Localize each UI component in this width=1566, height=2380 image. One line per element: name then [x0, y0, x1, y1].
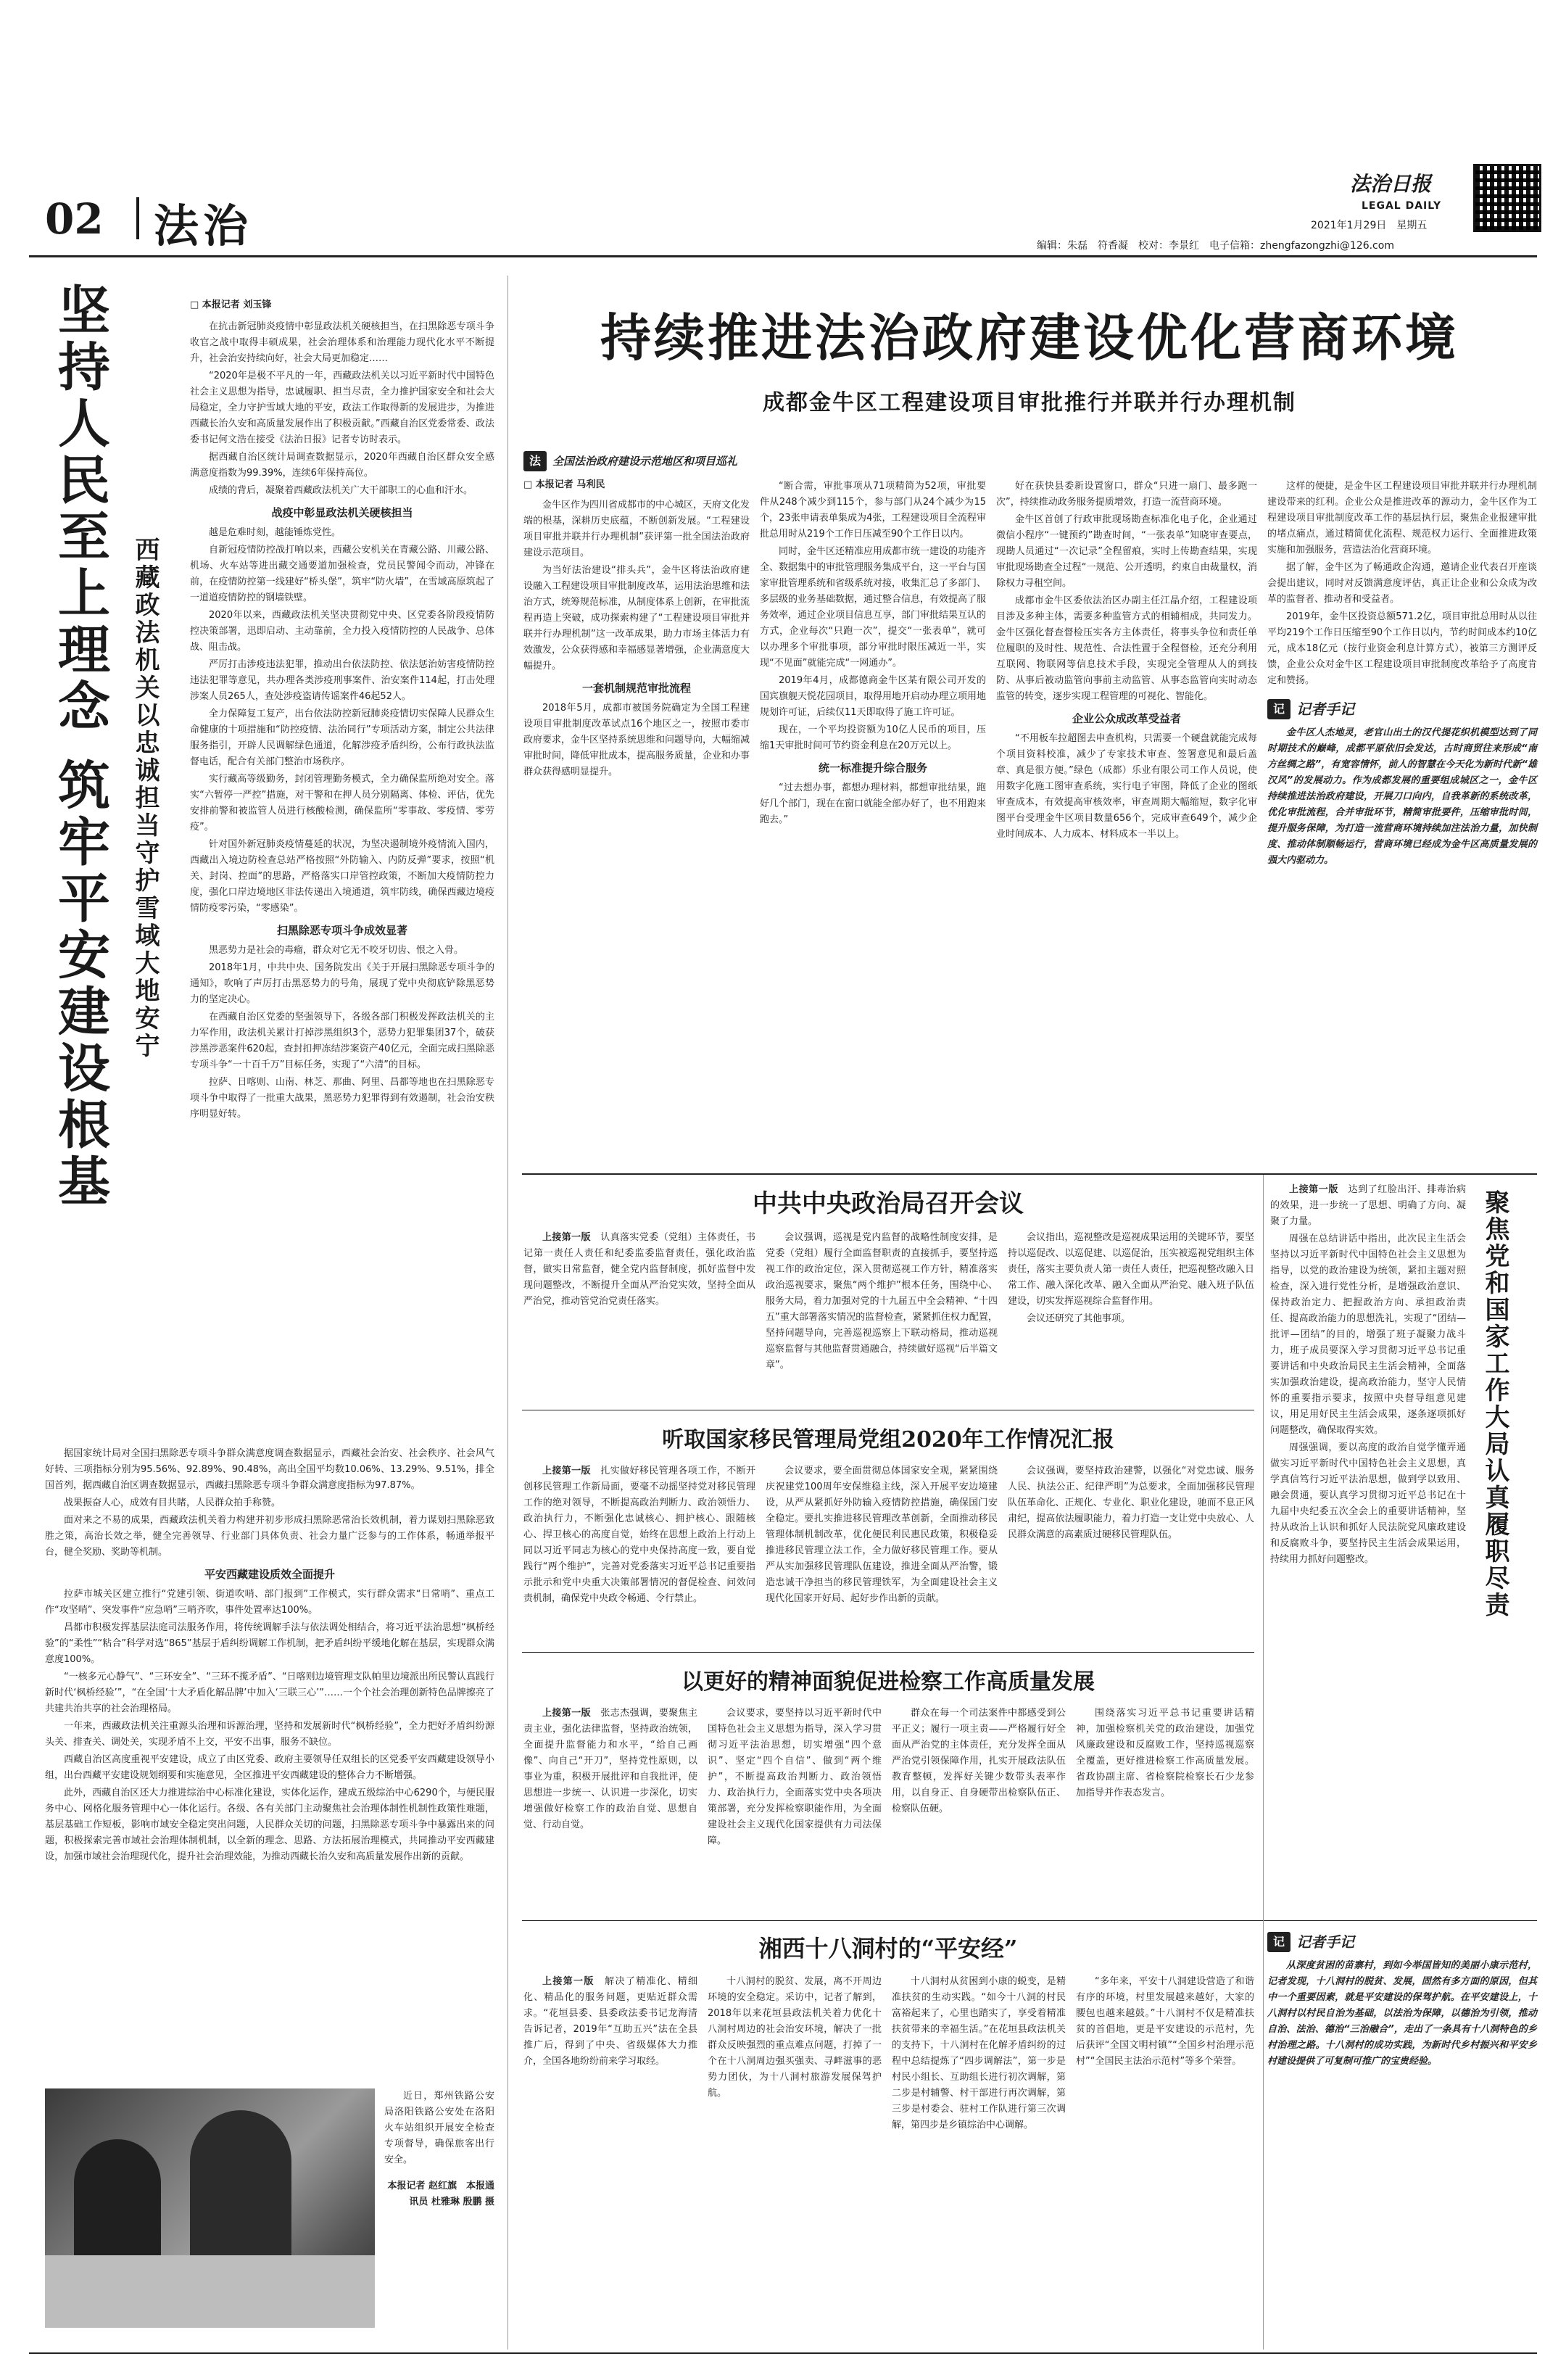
xiangxi-col-1	[523, 1974, 697, 2071]
masthead-rule	[29, 255, 1537, 257]
paragraph	[523, 1974, 697, 2070]
paragraph: 拉萨、日喀则、山南、林芝、那曲、阿里、昌都等地也在扫黑除恶专项斗争中取得了一批重大战果，黑恶势力犯罪得到有效遏制，社会治安秩序明显好转。	[190, 1077, 494, 1120]
feature-headline: 持续推进法治政府建设优化营商环境	[600, 307, 1459, 368]
photo-caption	[384, 2088, 494, 2210]
paragraph: 周强在总结讲话中指出，此次民主生活会坚持以习近平新时代中国特色社会主义思想为指导，以党的政治建设为统领，紧扣主题对照检查，深入进行党性分析，是增强政治意识、保持政治定力、把握政治方向、承担政治责任、提高政治能力的思想洗礼，实现了“团结—批评—团结”的目的，增强了班子凝聚力战斗力，班子成员要深入学习贯彻习近平总书记重要讲话和中央政治局民主生活会精神，全面落实加强政治建设，提高政治能力，坚守人民情怀的重要指示要求，按照中央督导组意见建议，用足用好民主生活会成果，逐条逐项抓好问题整改，确保取得实效。	[1270, 1234, 1466, 1436]
paragraph: 据西藏自治区统计局调查数据显示，2020年西藏自治区群众安全感满意度指数为99.39%，连续6年保持高位。	[190, 452, 494, 479]
badge-label: 全国法治政府建设示范地区和项目巡礼	[552, 455, 738, 468]
paragraph: 十八洞村从贫困到小康的蜕变，是精准扶贫的生动实践。“如今十八洞的村民富裕起来了，心里也踏实了，享受着精准扶贫带来的幸福生活。”在花垣县政法机关的支持下，十八洞村在化解矛盾纠纷的过程中总结提炼了“四步调解法”，第一步是村民小组长、互助组长进行初次调解，第二步是村辅警、村干部进行再次调解，第三步是村委会、驻村工作队进行第三次调解，第四步是乡镇综治中心调解。	[892, 1976, 1066, 2131]
note-icon: 记	[1267, 1932, 1290, 1952]
reporter-note-badge	[1267, 699, 1537, 719]
feature-subheading-3: 企业公众成改革受益者	[1072, 712, 1181, 725]
paragraph: 2018年5月，成都市被国务院确定为全国工程建设项目审批制度改革试点16个地区之一，按照市委市政府要求，金牛区坚持系统思维和问题导向，大幅缩减审批时间，降低审批成本，提高服务质量，企业和办事群众获得感明显提升。	[523, 703, 750, 777]
xiangxi-col-4	[1076, 1974, 1254, 2071]
paragraph: “多年来，平安十八洞建设营造了和谐有序的环境，村里发展越来越好，大家的腰包也越来越鼓。”十八洞村不仅是精准扶贫的首倡地，更是平安建设的示范村，先后获评“全国文明村镇”“全国乡村治理示范村”“全国民主法治示范村”等多个荣誉。	[1076, 1976, 1254, 2067]
paragraph: 在抗击新冠肺炎疫情中彰显政法机关硬核担当，在扫黑除恶专项斗争收官之战中取得丰硕成果，社会治理体系和治理能力现代化水平不断提升，社会治安持续向好，社会大局更加稳定……	[190, 321, 494, 364]
paragraph: 据国家统计局对全国扫黑除恶专项斗争群众满意度调查数据显示，西藏社会治安、社会秩序、社会风气好转、三项指标分别为95.56%、92.89%、90.48%，高出全国平均数10.06%、13.29%、9.51%，排全国首列，据西藏自治区调查数据显示，西藏扫黑除恶专项斗争群众满意度指标为97.87%。	[45, 1448, 494, 1491]
paragraph-text: 达到了红脸出汗、排毒治病的效果，进一步统一了思想、明确了方向、凝聚了力量。	[1270, 1184, 1466, 1227]
note-icon: 记	[1267, 699, 1290, 719]
left-subheading-3: 平安西藏建设质效全面提升	[204, 1568, 335, 1581]
feature-subheading-1: 一套机制规范审批流程	[581, 682, 691, 695]
paragraph: 全力保障复工复产，出台依法防控新冠肺炎疫情切实保障人民群众生命健康的十项措施和“防控疫情、法治同行”专项活动方案，制定公共法律服务指引，开辟人民调解绿色通道，化解涉疫矛盾纠纷，公布行政执法监督电话，配合有关部门整治市场秩序。	[190, 708, 494, 767]
feature-col-4	[1267, 479, 1537, 870]
immigration-col-2	[766, 1463, 998, 1608]
right-headline: 聚焦党和国家工作大局认真履职尽责	[1480, 1189, 1509, 1619]
politburo-col-2	[766, 1230, 998, 1375]
note-title: 记者手记	[1296, 1933, 1354, 1951]
paragraph: “断合需，审批事项从71项精简为52项，审批要件从248个减少到115个，参与部门从24个减少为15个，23张申请表单集成为4张，工程建设项目全流程审批总用时从219个工作日压减至90个工作日以内。	[760, 481, 986, 540]
paragraph: 为当好法治建设“排头兵”，金牛区将法治政府建设融入工程建设项目审批制度改革，运用法治思维和法治方式，统筹规范标准，从制度体系上创新，在审批流程再造上突破，成功探索构建了“工程建设项目审批并联并行办理机制”这一改革成果，助力市场主体活力有效激发，公众获得感和幸福感显著增强，企业满意度大幅提升。	[523, 565, 750, 672]
page-number: 02	[45, 194, 104, 244]
left-column-a	[190, 297, 494, 1124]
paragraph-text: 张志杰强调，要聚焦主责主业，强化法律监督，坚持政治统领，全面提升监督能力和水平，“给自己画像”、向自己“开刀”，坚持党性原则，以事业为重，积极开展批评和自我批评，使思想进一步统一、认识进一步深化，切实增强做好检察工作的政治自觉、思想自觉、行动自觉。	[523, 1708, 697, 1830]
brand-logo: 法治日报	[1350, 172, 1432, 196]
caption-text: 近日，郑州铁路公安局洛阳铁路公安处在洛阳火车站组织开展安全检查专项督导，确保旅客出行安全。	[384, 2091, 494, 2165]
reporter-note-text: 金牛区人杰地灵，老官山出土的汉代提花织机模型达到了同时期技术的巅峰，成都平原依旧会发达，古时商贸往来形成“南方丝绸之路”，有宽容情怀，前人的智慧在今天化为新时代新“雄汉风”的发展动力。作为成都发展的重要组成城区之一，金牛区持续推进法治政府建设，开展刀口向内，自我革新的系统改革，优化审批流程，合并审批环节，精简审批要件，压缩审批时间，提升服务保障，为打造一流营商环境持续加注法治力量，加快制度、推动体制顺畅运行，营商环境已经成为金牛区高质量发展的强大内驱动力。	[1267, 727, 1537, 866]
paragraph: 现在，一个平均投资额为10亿人民币的项目，压缩1天审批时间可节约资金利息在20万元以上。	[760, 724, 986, 751]
left-headline: 坚持人民至上理念 筑牢平安建设根基	[49, 283, 111, 1211]
politburo-headline: 中共中央政治局召开会议	[753, 1189, 1024, 1218]
paragraph	[523, 1463, 755, 1607]
paragraph: 2019年4月，成都德商金牛区某有限公司开发的国宾旗舰天悦花园项目，取得用地开启动办理立项用地规划许可证，后续仅11天即取得了施工许可证。	[760, 675, 987, 718]
paragraph: 2020年以来，西藏政法机关坚决贯彻党中央、区党委各阶段疫情防控决策部署，迅即启动、主动靠前，全力投入疫情防控的人民战争、总体战、阻击战。	[190, 610, 494, 653]
paragraph: 会议指出，巡视整改是巡视成果运用的关键环节，要坚持以巡促改、以巡促建、以巡促治，压实被巡视党组织主体责任，落实主要负责人第一责任人责任，把巡视整改融入日常工作、融入深化改革、融入全面从严治党、融入班子队伍建设，切实发挥巡视综合监督作用。	[1008, 1232, 1254, 1307]
lead-marker: 上接第一版	[542, 1708, 591, 1719]
paragraph	[523, 1706, 697, 1833]
procuratorate-headline: 以更好的精神面貌促进检察工作高质量发展	[682, 1669, 1095, 1695]
right-col-text	[1270, 1182, 1466, 1569]
qr-code-icon	[1473, 164, 1541, 232]
law-badge-icon: 法	[523, 451, 547, 471]
weekday-text: 星期五	[1396, 220, 1428, 231]
xiangxi-col-2	[708, 1974, 882, 2103]
left-column-b	[45, 1446, 494, 1867]
procuratorate-col-1	[523, 1706, 697, 1835]
paragraph: 严厉打击涉疫违法犯罪，推动出台依法防控、依法惩治妨害疫情防控违法犯罪等意见，共办理各类涉疫刑事案件、治安案件114起，打击处理涉案人员265人，查处涉疫盗请传谣案件46起52人。	[190, 659, 494, 702]
paragraph: “一核多元心静气”、“三环安全”、“三环不揽矛盾”、“日喀则边境管理支队帕里边境派出所民警认真践行新时代‘枫桥经验’”，“在全国‘十大矛盾化解品牌’中加入‘三联三心’”……一个个社会治理创新特色品牌擦亮了共建共治共享的社会治理格局。	[45, 1672, 494, 1714]
paragraph: 越是危难时刻，越能锤炼党性。	[209, 527, 341, 538]
paragraph	[1270, 1182, 1466, 1230]
section-rule-1	[522, 1173, 1537, 1175]
paragraph: 金牛区首创了行政审批现场勘查标准化电子化，企业通过微信小程序“一键预约”勘查时间，“一张表单”知晓审查要点，现勘人员通过“一次记录”全程留痕，实时上传勘查结果，实现审批现场勘查全过程“一规范、公开透明，约束自由裁量权，消除权力寻租空间。	[996, 514, 1257, 589]
paragraph: 会议强调，要坚持政治建警，以强化“对党忠诚、服务人民、执法公正、纪律严明”为总要求，全面加强移民管理队伍革命化、正规化、专业化、职业化建设，驰而不息正风肃纪，提高依法履职能力，着力打造一支让党中央放心、人民群众满意的高素质过硬移民管理队伍。	[1008, 1466, 1254, 1540]
procuratorate-col-3	[892, 1706, 1066, 1819]
paragraph: 黑恶势力是社会的毒瘤，群众对它无不咬牙切齿、恨之入骨。	[209, 945, 464, 956]
news-photo	[45, 2088, 375, 2328]
paragraph: 西藏自治区高度重视平安建设，成立了由区党委、政府主要领导任双组长的区党委平安西藏建设领导小组，出台西藏平安建设规划纲要和实施意见，全区推进平安西藏建设的整体合力不断增强。	[45, 1754, 494, 1781]
paragraph: 昌都市积极发挥基层法庭司法服务作用，将传统调解手法与依法调处相结合，将习近平法治思想“枫桥经验”的“柔性”“粘合”科学对选“865”基层于盾纠纷调解工作机制，把矛盾纠纷平缓地化解在基层，实现群众满意度100%。	[45, 1622, 494, 1665]
paragraph: 2018年1月，中共中央、国务院发出《关于开展扫黑除恶专项斗争的通知》，吹响了声厉打击黑恶势力的号角，展现了党中央彻底铲除黑恶势力的坚定决心。	[190, 962, 494, 1005]
paragraph: “过去想办事，都想办理材料，都想审批结果，跑好几个部门，现在在窗口就能全部办好了，也不用跑来跑去。”	[760, 782, 987, 825]
paragraph: 面对来之不易的成果，西藏政法机关着力构建并初步形成扫黑除恶常治长效机制，着力谋划扫黑除恶致胜之策，高治长效之举，健全完善领导、行业部门具体负责、社会力量广泛参与的工作体系，畅通举报平台，健全奖励、奖助等机制。	[45, 1515, 494, 1558]
paragraph-text: 解决了精准化、精细化、精品化的服务问题，更贴近群众需求。“花垣县委、县委政法委书记龙海清告诉记者，2019年“互助五兴”法在全县推广后，得到了中央、省级媒体大力推介，全国各地纷纷前来学习取经。	[523, 1976, 697, 2067]
immigration-col-1	[523, 1463, 755, 1608]
immigration-col-3	[1008, 1463, 1254, 1545]
paragraph: “2020年是极不平凡的一年，西藏政法机关以习近平新时代中国特色社会主义思想为指导，忠诚履职、担当尽责，全力推护国家安全和社会大局稳定，全力守护雪域大地的平安，政法工作取得新的发展进步，为推进西藏长治久安和高质量发展作出了积极贡献。”西藏自治区党委常委、政法委书记何文浩在接受《法治日报》记者专访时表示。	[190, 371, 494, 445]
feature-col-2	[760, 479, 986, 830]
paragraph: 据了解，金牛区为了畅通政企沟通，邀请企业代表召开座谈会提出建议，同时对反馈满意度评估，真正让企业和公众成为改革的监督者、推动者和受益者。	[1267, 562, 1537, 605]
paragraph: 这样的便捷，是金牛区工程建设项目审批并联并行办理机制建设带来的红利。企业公众是推进改革的源动力，金牛区作为工程建设项目审批制度改革工作的基层执行层，聚焦企业报建审批的堵点痛点，通过精简优化流程、规范权力运行、全面推进政策实施和加强服务，营造法治化营商环境。	[1267, 481, 1537, 555]
procuratorate-col-2	[708, 1706, 882, 1851]
paragraph: 此外，西藏自治区还大力推进综治中心标准化建设，实体化运作，建成五级综治中心6290个，与便民服务中心、网格化服务管理中心一体化运行。各级、各有关部门主动聚焦社会治理体制性机制性政策性难题，基层基础工作短板，影响市域安全稳定突出问题，人民群众关切的问题，扫黑除恶专项斗争中暴露出来的问题，积极探索完善市域社会治理体制机制，以全新的理念、思路、方法拓展治理模式，共同推动平安西藏建设，加强市域社会治理现代化，提升社会治理效能，为推动西藏长治久安和高质量发展作出新的贡献。	[45, 1788, 494, 1862]
procuratorate-col-4	[1076, 1706, 1254, 1803]
editors-line: 编辑：朱磊 符香凝 校对：李景红 电子信箱：zhengfazongzhi@126.com	[1037, 240, 1394, 252]
politburo-col-1	[523, 1230, 755, 1311]
feature-byline: □ 本报记者 马利民	[523, 479, 605, 490]
xiangxi-note	[1267, 1932, 1537, 2071]
photo-table	[45, 2255, 375, 2328]
paragraph: 成都市金牛区委依法治区办副主任江晶介绍，工程建设项目涉及多种主体，需要多种监管方式的相辅相成，共同发力。金牛区强化督查督检压实各方主体责任，将事头争位和责任单位履职的及时性、规范性、合法性置于全程督检，还充分利用互联网、物联网等信息技术手段，实现完全管理从人的到技防、从事后被动监管向事前主动监管、从事态监管向实时动态监管的转变，逐步实现工程管理的可视化、智能化。	[996, 595, 1257, 702]
photo-credit: 本报记者 赵红旗 本报通讯员 杜雅琳 殷鹏 摄	[387, 2181, 494, 2207]
feature-subheading-2: 统一标准提升综合服务	[818, 761, 927, 774]
date-text: 2021年1月29日	[1311, 220, 1387, 231]
paragraph: 会议还研究了其他事项。	[1027, 1313, 1131, 1324]
left-subheadline: 西藏政法机关以忠诚担当守护雪域大地安宁	[130, 537, 160, 1060]
reporter-note-text: 从深度贫困的苗寨村，到如今举国皆知的美丽小康示范村，记者发现，十八洞村的脱贫、发展，固然有多方面的原因，但其中一个重要因素，就是平安建设的保驾护航。在平安建设上，十八洞村以村民自治为基础，以法治为保障，以德治为引领，推动自治、法治、德治“三治融合”，走出了一条具有十八洞特色的乡村治理之路。十八洞村的成功实践，为新时代乡村振兴和平安乡村建设提供了可复制可推广的宝贵经验。	[1267, 1960, 1537, 2067]
feature-subheadline: 成都金牛区工程建设项目审批推行并联并行办理机制	[763, 390, 1296, 416]
paragraph: 拉萨市城关区建立推行“党建引领、街道吹哨、部门报到”工作模式，实行群众需求“日常哨”、重点工作“攻坚哨”、突发事件“应急哨”三哨齐吹，事件处置率达100%。	[45, 1589, 494, 1616]
xiangxi-note-badge	[1267, 1932, 1537, 1952]
paragraph: 围绕落实习近平总书记重要讲话精神，加强检察机关党的政治建设，加强党风廉政建设和反腐败工作，坚持巡视巡察全覆盖，更好推进检察工作高质量发展。省政协副主席、省检察院检察长石少龙参加指导并作表态发言。	[1076, 1708, 1254, 1798]
paragraph: 成绩的背后，凝聚着西藏政法机关广大干部职工的心血和汗水。	[209, 485, 473, 496]
paragraph: 同时，金牛区还精准应用成都市统一建设的功能齐全、数据集中的审批管理服务集成平台，这一平台与国家审批管理系统和省级系统对接，收集汇总了多部门、多层级的业务基础数据，通过整合信息，有效提高了服务效率，通过企业项目信息互享，部门审批结果互认的方式，企业每次“只跑一次”，提交“一张表单”，就可以办理多个审批事项，部分审批时限压减近一半，实现“不见面”就能完成“一网通办”。	[760, 546, 987, 669]
politburo-col-3	[1008, 1230, 1254, 1329]
section-title: 法治	[154, 199, 253, 252]
lead-marker: 上接第一版	[542, 1466, 591, 1476]
left-byline: □ 本报记者 刘玉锋	[190, 299, 272, 310]
paragraph	[523, 1230, 755, 1310]
paragraph: 一年来，西藏政法机关注重源头治理和诉源治理，坚持和发展新时代“枫桥经验”，全力把好矛盾纠纷源头关、排查关、调处关，实现矛盾不上交，平安不出事，服务不缺位。	[45, 1721, 494, 1748]
immigration-headline: 听取国家移民管理局党组2020年工作情况汇报	[662, 1427, 1114, 1453]
left-subheading-2: 扫黑除恶专项斗争成效显著	[276, 924, 407, 937]
paragraph: “不用板车拉超图去申查机构，只需要一个硬盘就能完成每个项目资料校准，减少了专家技术审查、签署意见和最后盖章、真是很方便。”绿色（成都）乐业有限公司工作人员说，使用数字化施工图审查系统，实行电子审图，降低了企业的图纸审查成本，有效提高审核效率，审查周期大幅缩短，数字化审图平台受理金牛区项目数量656个，完成审查649个，减少企业时间成本、人力成本、材料成本一半以上。	[996, 733, 1257, 840]
paragraph: 好在获快县委新设置窗口，群众“只进一扇门、最多跑一次”，持续推动政务服务提质增效，打造一流营商环境。	[996, 481, 1257, 508]
paragraph: 自新冠疫情防控战打响以来，西藏公安机关在青藏公路、川藏公路、机场、火车站等进出藏交通要道加强检查，党员民警闻令而动，冲锋在前，在疫情防控第一线建好“桥头堡”，筑牢“防火墙”，在雪域高原筑起了一道道疫情防控的钢墙铁壁。	[190, 545, 494, 603]
paragraph: 会议要求，要坚持以习近平新时代中国特色社会主义思想为指导，深入学习贯彻习近平法治思想，切实增强“四个意识”、坚定“四个自信”、做到“两个维护”，不断提高政治判断力、政治领悟力、政治执行力，全面落实党中央各项决策部署，充分发挥检察职能作用，为全面建设社会主义现代化国家提供有力司法保障。	[708, 1708, 882, 1846]
paragraph: 周强强调，要以高度的政治自觉学懂弄通做实习近平新时代中国特色社会主义思想，真学真信笃行习近平法治思想，做到学以致用、融会贯通，要认真学习贯彻习近平总书记在十九届中央纪委五次全会上的重要讲话精神，坚持从政治上认识和抓好人民法院党风廉政建设和反腐败斗争，要坚持民主生活会成果运用，持续用力抓好问题整改。	[1270, 1442, 1466, 1565]
paragraph-text: 认真落实党委（党组）主体责任，书记第一责任人责任和纪委监委监督责任，强化政治监督，做实日常监督，健全党内监督制度，抓好监督中发现问题整改，不断提升全面从严治党实效，坚持全面从严治党，推动管党治党责任落实。	[523, 1232, 755, 1307]
brand-en: LEGAL DAILY	[1362, 200, 1442, 212]
paragraph: 十八洞村的脱贫、发展，离不开周边环境的安全稳定。采访中，记者了解到，2018年以来花垣县政法机关着力优化十八洞村周边的社会治安环境，解决了一批群众反映强烈的重点难点问题，打掉了一个在十八洞周边强买强卖、寻衅滋事的恶势力团伙，为十八洞村旅游发展保驾护航。	[708, 1976, 882, 2099]
paragraph: 实行藏高等级勤务，封闭管理勤务模式，全力确保监所绝对安全。落实“六暂停一严控”措施，对干警和在押人员分别隔离、体检、评估，优先安排前警和被监管人员进行核酸检测，确保监所“零事故、零疫情、零劳疫”。	[190, 774, 494, 832]
issue-date	[1311, 218, 1427, 232]
paragraph: 会议要求，要全面贯彻总体国家安全观，紧紧围绕庆祝建党100周年安保维稳主线，深入开展平安边境建设，从严从紧抓好外防输入疫情防控措施，确保国门安全稳定。要扎实推进移民管理改革创新，全面推动移民管理体制机制改革，优化便民利民惠民政策，积极稳妥推进移民管理立法工作，全力做好移民管理工作。要从严从实加强移民管理队伍建设，推进全面从严治警，锻造忠诚干净担当的移民管理铁军，为全面建设社会主义现代化国家开好局、起好步作出新的贡献。	[766, 1466, 998, 1604]
paragraph: 在西藏自治区党委的坚强领导下，各级各部门积极发挥政法机关的主力军作用，政法机关累计打掉涉黑组织3个，恶势力犯罪集团37个，破获涉黑涉恶案件620起，查封扣押冻结涉案资产40亿元，全面完成扫黑除恶专项斗争“一十百千万”目标任务，实现了“六清”的目标。	[190, 1012, 494, 1070]
paragraph: 战果振奋人心，成效有目共睹，人民群众拍手称赞。	[64, 1497, 281, 1508]
lead-marker: 上接第一版	[542, 1976, 594, 1987]
paragraph: 2019年，金牛区投资总额571.2亿，项目审批总用时从以往平均219个工作日压缩至90个工作日以内，节约时间成本约10亿元，成本18亿元（按行业资金利息计算方式），被第三方测评反馈，企业公众对金牛区工程建设项目审批制度改革给予了高度肯定和赞扬。	[1267, 611, 1537, 686]
section-rule-3	[522, 1652, 1254, 1653]
paragraph: 针对国外新冠肺炎疫情蔓延的状况，为坚决遏制境外疫情流入国内，西藏出入境边防检查总站严格按照“外防输入、内防反弹”要求，按照“机关、封岗、控面”的思路，严格落实口岸管控政策，不断加大疫情防控力度，强化口岸边境地区非法传递出入境通道，筑牢防线，确保西藏边境疫情防疫零污染，“零感染”。	[190, 839, 494, 914]
masthead-divider	[136, 197, 139, 239]
feature-col-1	[523, 451, 750, 782]
paragraph-text: 扎实做好移民管理各项工作，不断开创移民管理工作新局面，要毫不动摇坚持党对移民管理工作的绝对领导，不断提高政治判断力、政治领悟力、政治执行力，不断强化忠诚核心、拥护核心、跟随核心、捍卫核心的高度自觉，始终在思想上政治上行动上同以习近平同志为核心的党中央保持高度一致，要自觉践行“两个维护”，完善对党委落实习近平总书记重要指示批示和党中央重大决策部署情况的督促检查、问效问责机制，确保党中央政令畅通、令行禁止。	[523, 1466, 755, 1604]
left-subheading-1: 战疫中彰显政法机关硬核担当	[271, 506, 413, 519]
lead-marker: 上接第一版	[542, 1232, 591, 1243]
feature-section-badge	[523, 451, 750, 471]
paragraph: 金牛区作为四川省成都市的中心城区，天府文化发端的根基，深耕历史底蕴，不断创新发展。“工程建设项目审批并联并行办理机制”获评第一批全国法治政府建设示范项目。	[523, 500, 750, 558]
xiangxi-headline: 湘西十八洞村的“平安经”	[758, 1935, 1018, 1962]
paragraph: 会议强调，巡视是党内监督的战略性制度安排，是党委（党组）履行全面监督职责的直接抓手，要坚持巡视工作的政治定位，深入贯彻巡视工作方针，精准落实政治巡视要求，聚焦“两个维护”根本任务，围绕中心、服务大局，着力加强对党的十九届五中全会精神、“十四五”重大部署落实情况的监督检查，紧紧抓住权力配置，坚持问题导向，完善巡视巡察上下联动格局，推动巡视巡察监督与其他监督贯通融合，持续做好巡视“后半篇文章”。	[766, 1232, 998, 1371]
right-divider	[1263, 1175, 1264, 2350]
section-rule-4	[522, 1920, 1537, 1921]
lead-marker: 上接第一版	[1289, 1184, 1338, 1195]
feature-col-3	[996, 479, 1257, 844]
paragraph: 群众在每一个司法案件中都感受到公平正义；履行一项主责——严格履行好全面从严治党的主体责任，充分发挥全面从严治党引领保障作用，扎实开展政法队伍教育整顿，发挥好关键少数带头表率作用，以自身正、自身硬带出检察队伍正、检察队伍硬。	[892, 1708, 1066, 1814]
footer-rule	[29, 2352, 1537, 2354]
xiangxi-col-3	[892, 1974, 1066, 2135]
note-title: 记者手记	[1296, 701, 1354, 718]
